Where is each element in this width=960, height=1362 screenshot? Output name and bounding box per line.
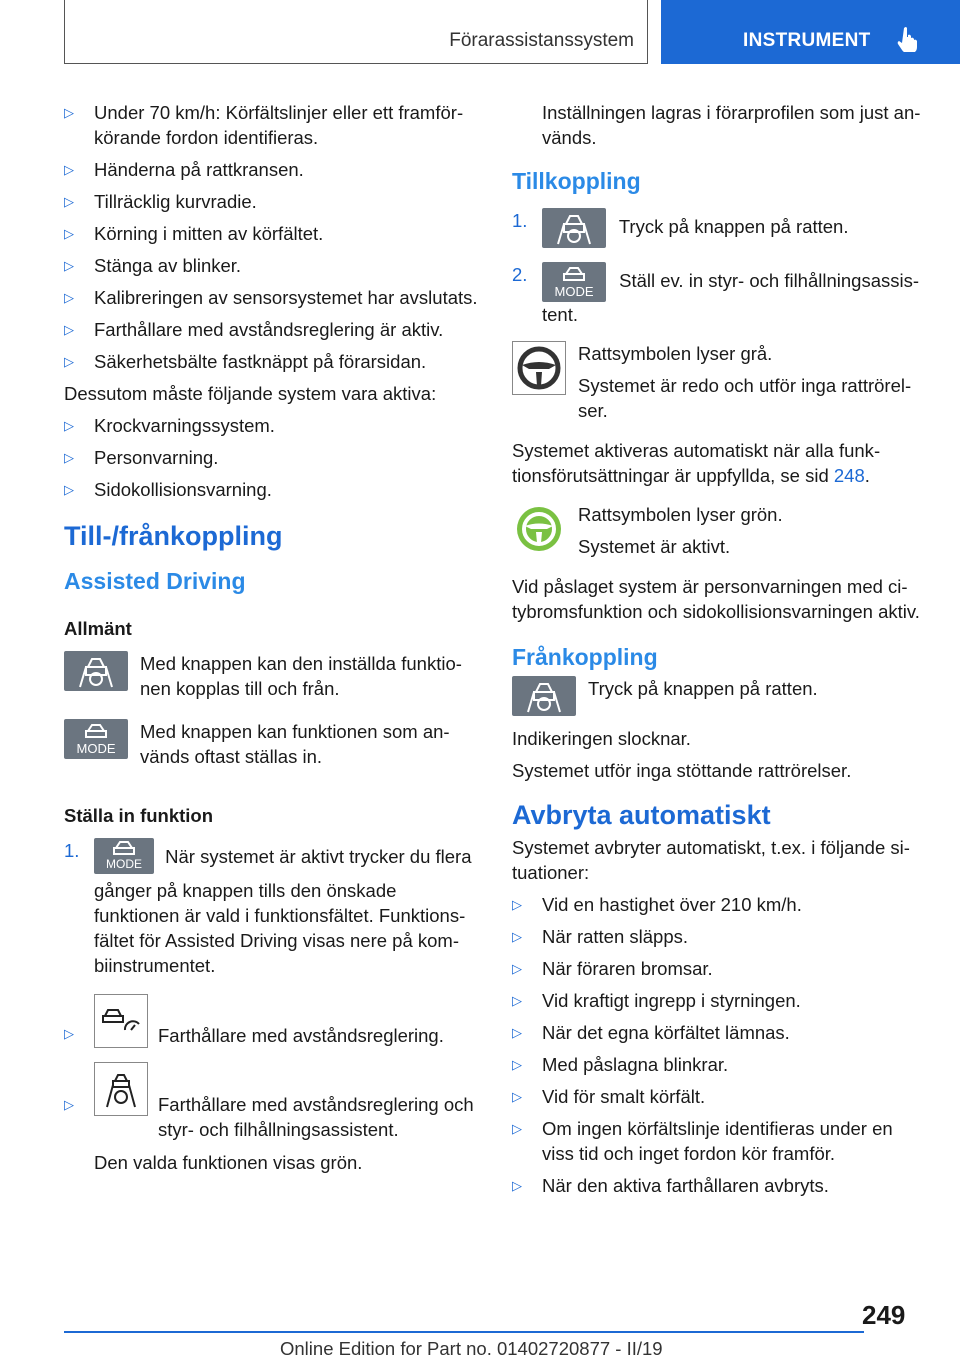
list-item-text: Säkerhetsbälte fastknäppt på förarsidan. <box>94 351 427 372</box>
svg-text:MODE: MODE <box>76 741 116 756</box>
bullet-triangle-icon: ▷ <box>512 961 522 976</box>
list-item-text: Med påslagna blinkrar. <box>542 1054 729 1075</box>
sub-item-2: ▷ Farthållare med avståndsreglering och styr- och filhållningsassistent. <box>64 1062 480 1142</box>
list-item-text: Sidokollisionsvarning. <box>94 479 272 500</box>
list-item-text: Stänga av blinker. <box>94 255 242 276</box>
sub-item-2-text: Farthållare med avståndsreglering och styr- och filhållningsassistent. <box>158 1094 474 1140</box>
bullet-triangle-icon: ▷ <box>64 226 74 241</box>
heading-abort: Avbryta automatiskt <box>512 800 771 830</box>
list-item <box>64 253 480 278</box>
on-step-2 <box>512 262 928 327</box>
bullet-triangle-icon: ▷ <box>512 929 522 944</box>
header-chapter-tab[interactable] <box>661 0 960 64</box>
bullet-triangle-icon: ▷ <box>512 897 522 912</box>
list-item <box>512 1084 928 1109</box>
list-item <box>64 285 480 310</box>
list-item <box>64 413 480 438</box>
list-item-text: Vid en hastighet över 210 km/h. <box>542 894 802 915</box>
grey-wheel-line1: Rattsymbolen lyser grå. <box>578 343 773 364</box>
list-item <box>64 189 480 214</box>
list-item <box>64 477 480 502</box>
list-item <box>512 1020 928 1045</box>
step-1 <box>64 838 480 978</box>
steering-wheel-grey-icon <box>512 341 566 395</box>
list-item-text: Under 70 km/h: Körfältslinjer eller ett framförkörande fordon identifieras. <box>94 102 464 148</box>
list-item <box>64 317 480 342</box>
bullet-triangle-icon: ▷ <box>64 450 74 465</box>
bullet-triangle-icon: ▷ <box>64 194 74 209</box>
closing-paragraph: Den valda funktionen visas grön. <box>94 1152 363 1173</box>
general-text-1: Med knappen kan den inställda funktionen kopplas till och från. <box>140 653 462 699</box>
carry-over-paragraph: Inställningen lagras i förarprofilen som just används. <box>542 102 921 148</box>
off-row-text: Tryck på knappen på ratten. <box>588 678 818 699</box>
header-section-title: Förarassistanssystem <box>449 30 634 51</box>
bullet-triangle-icon: ▷ <box>64 290 74 305</box>
step-1-number: 1. <box>64 840 80 861</box>
bullet-triangle-icon: ▷ <box>64 162 74 177</box>
list-item-text: Vid för smalt körfält. <box>542 1086 706 1107</box>
heading-general: Allmänt <box>64 618 132 639</box>
heading-assisted-driving: Assisted Driving <box>64 568 246 594</box>
list-item <box>512 892 928 917</box>
cruise-steering-icon <box>94 1062 148 1116</box>
list-item <box>512 956 928 981</box>
abort-intro: Systemet avbryter automatiskt, t.ex. i följande situationer: <box>512 837 910 883</box>
sub-item-1: ▷ Farthållare med avståndsreglering. <box>64 994 480 1048</box>
bullet-triangle-icon: ▷ <box>64 482 74 497</box>
on-step-1 <box>512 208 928 248</box>
bullet-triangle-icon: ▷ <box>512 1057 522 1072</box>
list-item-text: Kalibreringen av sensorsystemet har avslutats. <box>94 287 478 308</box>
auto-active-text: Systemet aktiveras automatiskt när alla funktionsförutsättningar är uppfyllda, se sid <box>512 440 881 486</box>
on-step-1-text: Tryck på knappen på ratten. <box>618 215 849 237</box>
list-item <box>64 100 480 150</box>
bullet-triangle-icon: ▷ <box>64 322 74 337</box>
heading-set-function: Ställa in funktion <box>64 805 214 826</box>
list-item-text: Personvarning. <box>94 447 219 468</box>
bullet-triangle-icon: ▷ <box>512 1025 522 1040</box>
bullet-triangle-icon: ▷ <box>512 993 522 1008</box>
heading-switch-on: Tillkoppling <box>512 168 641 194</box>
page-ref-link[interactable]: 248 <box>833 465 865 486</box>
list-item-text: Tillräcklig kurvradie. <box>94 191 257 212</box>
on-step-2-text: Ställ ev. in styr- och filhållningsassistent. <box>542 269 920 325</box>
cruise-distance-icon <box>94 994 148 1048</box>
svg-text:MODE: MODE <box>554 284 594 299</box>
svg-text:MODE: MODE <box>106 857 142 871</box>
list-item <box>64 157 480 182</box>
edition-text: Online Edition for Part no. 01402720877 - II/19 <box>280 1338 663 1359</box>
list-item-text: Händerna på rattkransen. <box>94 159 304 180</box>
list-item <box>64 221 480 246</box>
on-step-1-number: 1. <box>512 210 528 231</box>
abort-list <box>512 892 928 1198</box>
grey-wheel-line2: Systemet är redo och utför inga rattrörelser. <box>578 375 912 421</box>
footer-rule <box>64 1331 864 1333</box>
list-item-text: När den aktiva farthållaren avbryts. <box>542 1175 829 1196</box>
mode-button-icon <box>542 262 606 302</box>
green-wheel-line2: Systemet är aktivt. <box>578 536 731 557</box>
assist-button-icon <box>512 676 576 716</box>
heading-switch-off: Frånkoppling <box>512 644 658 670</box>
list-item-text: Farthållare med avståndsreglering är aktiv. <box>94 319 444 340</box>
right-column <box>512 100 928 1205</box>
list-item <box>64 445 480 470</box>
general-text-2: Med knappen kan funktionen som används oftast ställas in. <box>140 721 450 767</box>
mode-button-icon <box>64 719 128 759</box>
heading-on-off: Till-/frånkoppling <box>64 521 283 551</box>
off-paragraph-2: Systemet utför inga stöttande rattrörelser. <box>512 760 852 781</box>
on-step-2-number: 2. <box>512 264 528 285</box>
steering-wheel-green-icon <box>512 502 566 556</box>
bullet-triangle-icon: ▷ <box>512 1121 522 1136</box>
green-wheel-line1: Rattsymbolen lyser grön. <box>578 504 783 525</box>
list-item-text: När föraren bromsar. <box>542 958 713 979</box>
list-item <box>512 988 928 1013</box>
bullet-triangle-icon: ▷ <box>512 1089 522 1104</box>
list-item <box>512 924 928 949</box>
assist-button-icon <box>542 208 606 248</box>
list-item-text: Körning i mitten av körfältet. <box>94 223 324 244</box>
hand-pointer-icon <box>897 26 919 52</box>
list-item <box>64 349 480 374</box>
assist-button-icon <box>64 651 128 691</box>
list-item-text: När ratten släpps. <box>542 926 689 947</box>
off-paragraph-1: Indikeringen slocknar. <box>512 728 691 749</box>
mode-button-icon <box>94 838 154 874</box>
intro-paragraph: Dessutom måste följande system vara aktiva: <box>64 383 437 404</box>
sub-item-1-text: Farthållare med avståndsreglering. <box>158 1025 444 1046</box>
bullet-triangle-icon: ▷ <box>64 258 74 273</box>
list-item-text: När det egna körfältet lämnas. <box>542 1022 790 1043</box>
auto-active-end: . <box>864 465 870 486</box>
list-item <box>512 1173 928 1198</box>
systems-list <box>64 413 480 502</box>
left-column <box>64 100 480 1182</box>
list-item-text: Vid kraftigt ingrepp i styrningen. <box>542 990 801 1011</box>
list-item <box>512 1052 928 1077</box>
list-item <box>512 1116 928 1166</box>
page-number: 249 <box>862 1300 906 1330</box>
bullet-triangle-icon: ▷ <box>64 418 74 433</box>
requirements-list <box>64 100 480 374</box>
header-chapter-label: INSTRUMENT <box>743 30 871 51</box>
auto-active-paragraph <box>512 438 928 488</box>
bullet-triangle-icon: ▷ <box>64 105 74 120</box>
bullet-triangle-icon: ▷ <box>512 1178 522 1193</box>
list-item-text: Krockvarningssystem. <box>94 415 275 436</box>
step-1-text: När systemet är aktivt trycker du flera gånger på knappen tills den önskade funktionen är vald i funktionsfältet. Funktionsfältet för Assisted Driving visas nere på kombiinstrumentet. <box>94 845 472 976</box>
list-item-text: Om ingen körfältslinje identifieras under en viss tid och inget fordon kör framför. <box>542 1118 893 1164</box>
person-warning-paragraph: Vid påslaget system är personvarningen med citybromsfunktion och sidokollisionsvarningen aktiv. <box>512 576 920 622</box>
bullet-triangle-icon: ▷ <box>64 354 74 369</box>
